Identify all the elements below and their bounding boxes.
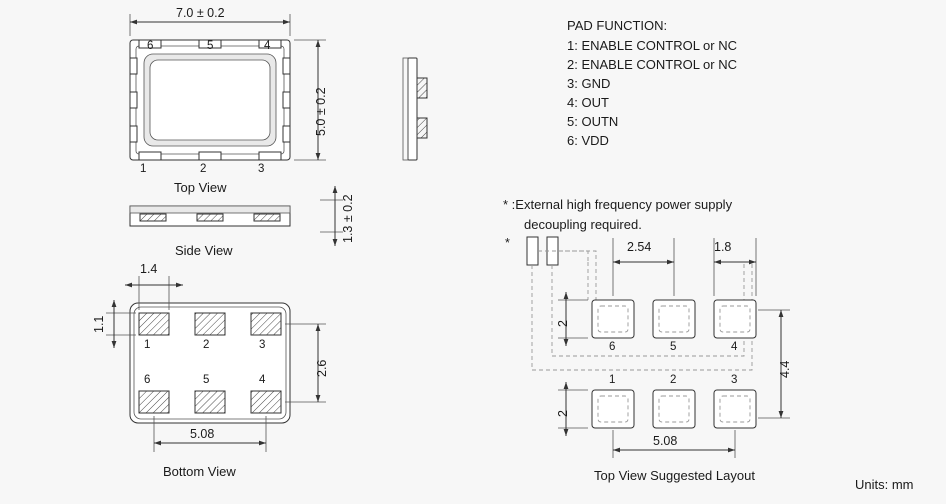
bottom-view-pad-height-dim: 1.1 <box>92 315 106 333</box>
side-view-title: Side View <box>175 243 233 258</box>
layout-pad-18-dim: 1.8 <box>714 240 732 254</box>
top-view-pin-6: 6 <box>147 40 154 52</box>
pad-function-item-2: 2: ENABLE CONTROL or NC <box>567 57 738 72</box>
bottom-view-pin-4: 4 <box>259 374 266 386</box>
bottom-view-pin-3: 3 <box>259 339 266 351</box>
layout-pitch-254-dim: 2.54 <box>627 240 652 254</box>
decoupling-note-line-2: decoupling required. <box>524 217 642 232</box>
bottom-view-pin-1: 1 <box>144 339 151 351</box>
layout-pin-6: 6 <box>609 341 616 353</box>
top-view-pin-2: 2 <box>200 163 207 175</box>
layout-pin-2: 2 <box>670 374 677 386</box>
pad-function-heading: PAD FUNCTION: <box>567 18 668 33</box>
pad-function-item-6: 6: VDD <box>567 133 609 148</box>
bottom-view-pin-5: 5 <box>203 374 210 386</box>
layout-pad-2-lower-dim: 2 <box>556 410 570 417</box>
side-view-thickness-dim: 1.3 ± 0.2 <box>341 194 355 243</box>
bottom-view-vertical-pitch-dim: 2.6 <box>315 359 329 377</box>
top-view-height-dim: 5.0 ± 0.2 <box>314 87 328 136</box>
layout-pin-1: 1 <box>609 374 616 386</box>
pad-function-item-4: 4: OUT <box>567 95 609 110</box>
layout-pad-2-upper-dim: 2 <box>556 320 570 327</box>
layout-title: Top View Suggested Layout <box>594 468 755 483</box>
units-note: Units: mm <box>855 477 914 492</box>
bottom-view-title: Bottom View <box>163 464 236 479</box>
pad-function-item-3: 3: GND <box>567 76 611 91</box>
layout-pin-3: 3 <box>731 374 738 386</box>
layout-pin-5: 5 <box>670 341 677 353</box>
top-view-title: Top View <box>174 180 227 195</box>
bottom-view-pin-6: 6 <box>144 374 151 386</box>
decoupling-note-line-1: * :External high frequency power supply <box>503 197 733 212</box>
layout-508-dim: 5.08 <box>653 434 678 448</box>
bottom-view-pin-2: 2 <box>203 339 210 351</box>
bottom-view-pad-width-dim: 1.4 <box>140 262 158 276</box>
bottom-view-horizontal-pitch-dim: 5.08 <box>190 427 215 441</box>
layout-44-dim: 4.4 <box>778 360 792 378</box>
top-view-width-dim: 7.0 ± 0.2 <box>176 6 225 20</box>
layout-pin-4: 4 <box>731 341 738 353</box>
pad-function-item-5: 5: OUTN <box>567 114 619 129</box>
pad-function-item-1: 1: ENABLE CONTROL or NC <box>567 38 738 53</box>
top-view-pin-1: 1 <box>140 163 147 175</box>
top-view-pin-4: 4 <box>264 40 271 52</box>
layout-asterisk-marker: * <box>505 236 510 250</box>
top-view-pin-5: 5 <box>207 40 214 52</box>
top-view-pin-3: 3 <box>258 163 265 175</box>
